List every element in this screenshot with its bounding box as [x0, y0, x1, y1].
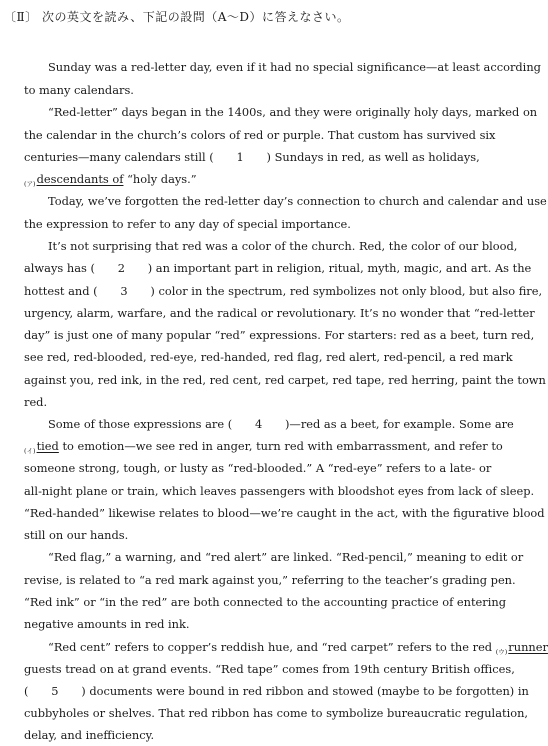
- text-line: Some of those expressions are ( 4 )—red as a beet, for example. Some are: [48, 417, 514, 431]
- text-fragment: “Red cent” refers to copper’s reddish hue, and “red carpet” refers to the red: [48, 640, 496, 654]
- marker-i: (イ): [24, 447, 36, 455]
- text-line: “Red-letter” days began in the 1400s, and they were originally holy days, marked on: [48, 105, 538, 119]
- text-line: red.: [24, 395, 48, 409]
- text-line: cubbyholes or shelves. That red ribbon has come to symbolize bureaucratic regulation,: [24, 706, 529, 720]
- text-line: hottest and ( 3 ) color in the spectrum, red symbolizes not only blood, but also fire,: [24, 284, 543, 298]
- text-fragment: to emotion—we see red in anger, turn red with embarrassment, and refer to: [58, 439, 503, 453]
- question-heading: 〔Ⅱ〕 次の英文を読み、下記の設問（A～D）に答えなさい。: [4, 10, 350, 24]
- text-line: Sunday was a red-letter day, even if it had no special significance—at least according: [48, 60, 541, 74]
- text-line: still on our hands.: [24, 528, 129, 542]
- text-line: see red, red-blooded, red-eye, red-handed, red flag, red alert, red-pencil, a red mark: [24, 350, 513, 364]
- marker-a: (ア): [24, 180, 36, 188]
- underlined-word-u: runner: [508, 640, 548, 654]
- text-line: Today, we’ve forgotten the red-letter day’s connection to church and calendar and use: [48, 194, 547, 208]
- text-line: urgency, alarm, warfare, and the radical or revolutionary. It’s no wonder that “red-letter: [24, 306, 535, 320]
- text-line: guests tread on at grand events. “Red tape” comes from 19th century British offices,: [24, 662, 515, 676]
- text-line: against you, red ink, in the red, red cent, red carpet, red tape, red herring, paint the town: [24, 373, 546, 387]
- text-line: [48, 640, 548, 656]
- text-line: always has ( 2 ) an important part in religion, ritual, myth, magic, and art. As the: [24, 261, 532, 275]
- underlined-word-i: tied: [36, 439, 59, 453]
- text-line: [24, 439, 503, 455]
- text-line: the calendar in the church’s colors of red or purple. That custom has survived six: [24, 128, 496, 142]
- text-line: someone strong, tough, or lusty as “red-blooded.” A “red-eye” refers to a late- or: [24, 461, 492, 475]
- text-line: day” is just one of many popular “red” expressions. For starters: red as a beet, turn red,: [24, 328, 535, 342]
- text-line: “Red ink” or “in the red” are both connected to the accounting practice of entering: [24, 595, 507, 609]
- text-line: delay, and inefficiency.: [24, 728, 155, 742]
- text-line: the expression to refer to any day of special importance.: [24, 217, 351, 231]
- text-line: It’s not surprising that red was a color of the church. Red, the color of our blood,: [48, 239, 518, 253]
- text-line: revise, is related to “a red mark against you,” referring to the teacher’s grading pen.: [24, 573, 516, 587]
- text-line: ( 5 ) documents were bound in red ribbon and stowed (maybe to be forgotten) in: [24, 684, 529, 698]
- text-fragment: “holy days.”: [123, 172, 197, 186]
- text-line: negative amounts in red ink.: [24, 617, 190, 631]
- text-line: [24, 172, 197, 188]
- text-line: to many calendars.: [24, 83, 134, 97]
- text-line: centuries—many calendars still ( 1 ) Sundays in red, as well as holidays,: [24, 150, 480, 164]
- text-line: all-night plane or train, which leaves passengers with bloodshot eyes from lack of sleep.: [24, 484, 535, 498]
- underlined-phrase-a: descendants of: [36, 172, 124, 186]
- marker-u: (ウ): [495, 648, 508, 656]
- text-line: “Red flag,” a warning, and “red alert” are linked. “Red-pencil,” meaning to edit or: [48, 550, 524, 564]
- text-line: “Red-handed” likewise relates to blood—we’re caught in the act, with the figurative blood: [24, 506, 545, 520]
